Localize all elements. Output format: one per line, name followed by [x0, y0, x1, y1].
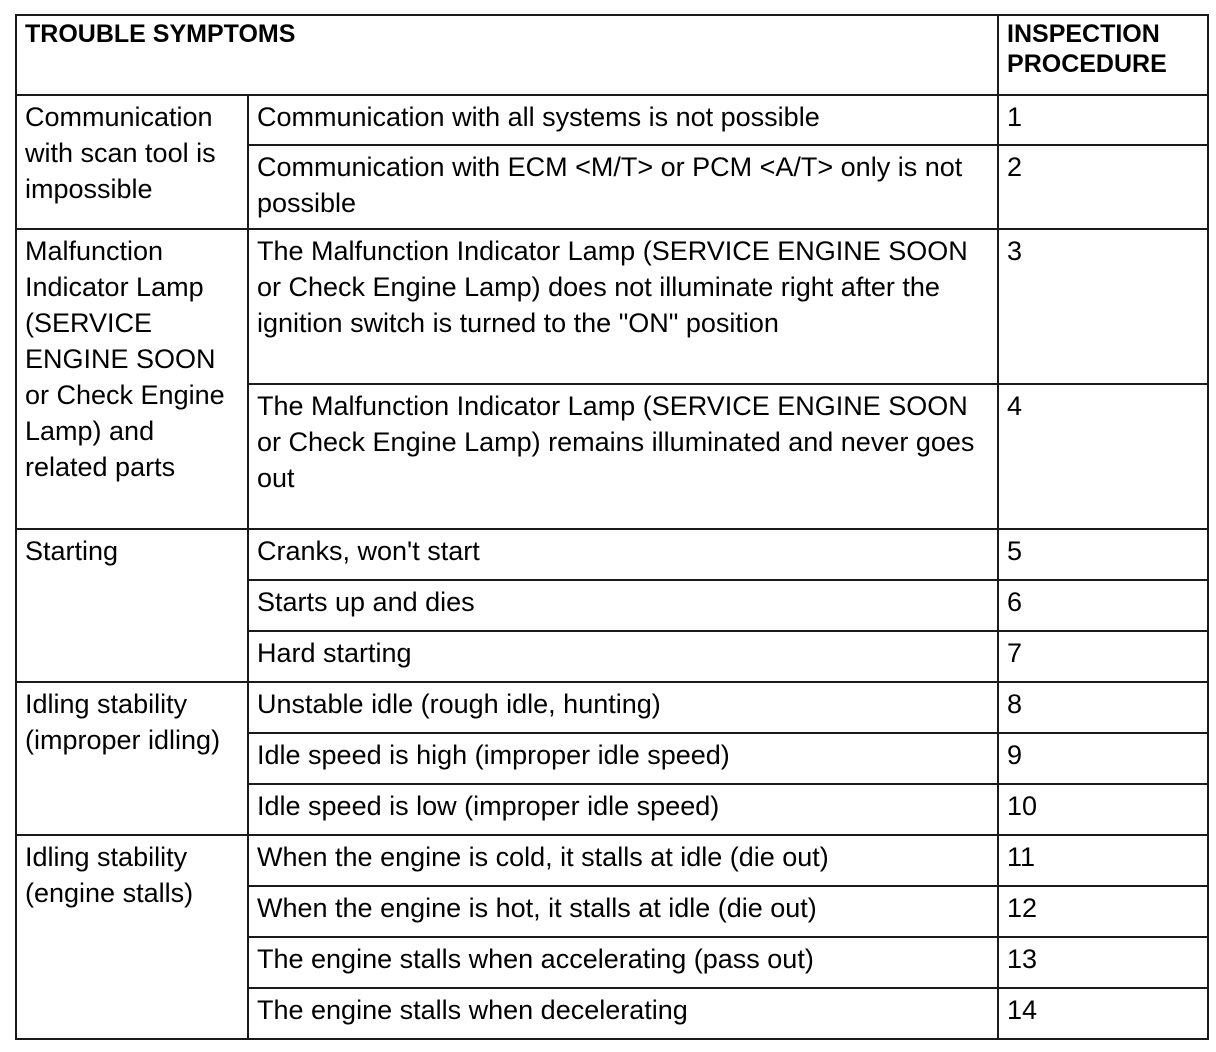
procedure-cell: 11	[998, 835, 1208, 886]
procedure-cell: 1	[998, 95, 1208, 145]
symptom-cell: Unstable idle (rough idle, hunting)	[248, 682, 998, 733]
procedure-cell: 7	[998, 631, 1208, 682]
symptom-cell: Idle speed is low (improper idle speed)	[248, 784, 998, 835]
procedure-cell: 10	[998, 784, 1208, 835]
symptoms-header: TROUBLE SYMPTOMS	[16, 15, 998, 95]
header-row	[16, 15, 1208, 95]
symptom-cell: When the engine is cold, it stalls at idle (die out)	[248, 835, 998, 886]
symptom-cell: Communication with all systems is not possible	[248, 95, 998, 145]
procedure-cell: 13	[998, 937, 1208, 988]
symptom-cell: Starts up and dies	[248, 580, 998, 631]
category-cell: Starting	[16, 529, 248, 682]
procedure-cell: 9	[998, 733, 1208, 784]
category-cell: Idling stability (engine stalls)	[16, 835, 248, 1039]
table-row	[16, 229, 1208, 384]
procedure-cell: 14	[998, 988, 1208, 1039]
procedure-cell: 4	[998, 384, 1208, 529]
procedure-cell: 6	[998, 580, 1208, 631]
symptom-cell: The Malfunction Indicator Lamp (SERVICE ENGINE SOON or Check Engine Lamp) does not illuminate right after the ignition switch is turned to the "ON" position	[248, 229, 998, 384]
category-cell: Idling stability (improper idling)	[16, 682, 248, 835]
category-cell: Malfunction Indicator Lamp (SERVICE ENGINE SOON or Check Engine Lamp) and related parts	[16, 229, 248, 529]
symptom-cell: When the engine is hot, it stalls at idle (die out)	[248, 886, 998, 937]
table-row	[16, 835, 1208, 886]
symptom-cell: The engine stalls when decelerating	[248, 988, 998, 1039]
table-row	[16, 529, 1208, 580]
symptom-cell: Hard starting	[248, 631, 998, 682]
symptom-cell: Cranks, won't start	[248, 529, 998, 580]
symptom-cell: Idle speed is high (improper idle speed)	[248, 733, 998, 784]
procedure-cell: 5	[998, 529, 1208, 580]
category-cell: Communication with scan tool is impossible	[16, 95, 248, 229]
symptom-cell: The engine stalls when accelerating (pass out)	[248, 937, 998, 988]
procedure-cell: 3	[998, 229, 1208, 384]
symptom-cell: The Malfunction Indicator Lamp (SERVICE ENGINE SOON or Check Engine Lamp) remains illuminated and never goes out	[248, 384, 998, 529]
table-row	[16, 95, 1208, 145]
table-row	[16, 682, 1208, 733]
procedure-cell: 2	[998, 145, 1208, 229]
symptom-cell: Communication with ECM <M/T> or PCM <A/T> only is not possible	[248, 145, 998, 229]
procedure-cell: 8	[998, 682, 1208, 733]
trouble-symptoms-table	[15, 14, 1209, 1040]
procedure-cell: 12	[998, 886, 1208, 937]
procedure-header: INSPECTION PROCEDURE	[998, 15, 1208, 95]
